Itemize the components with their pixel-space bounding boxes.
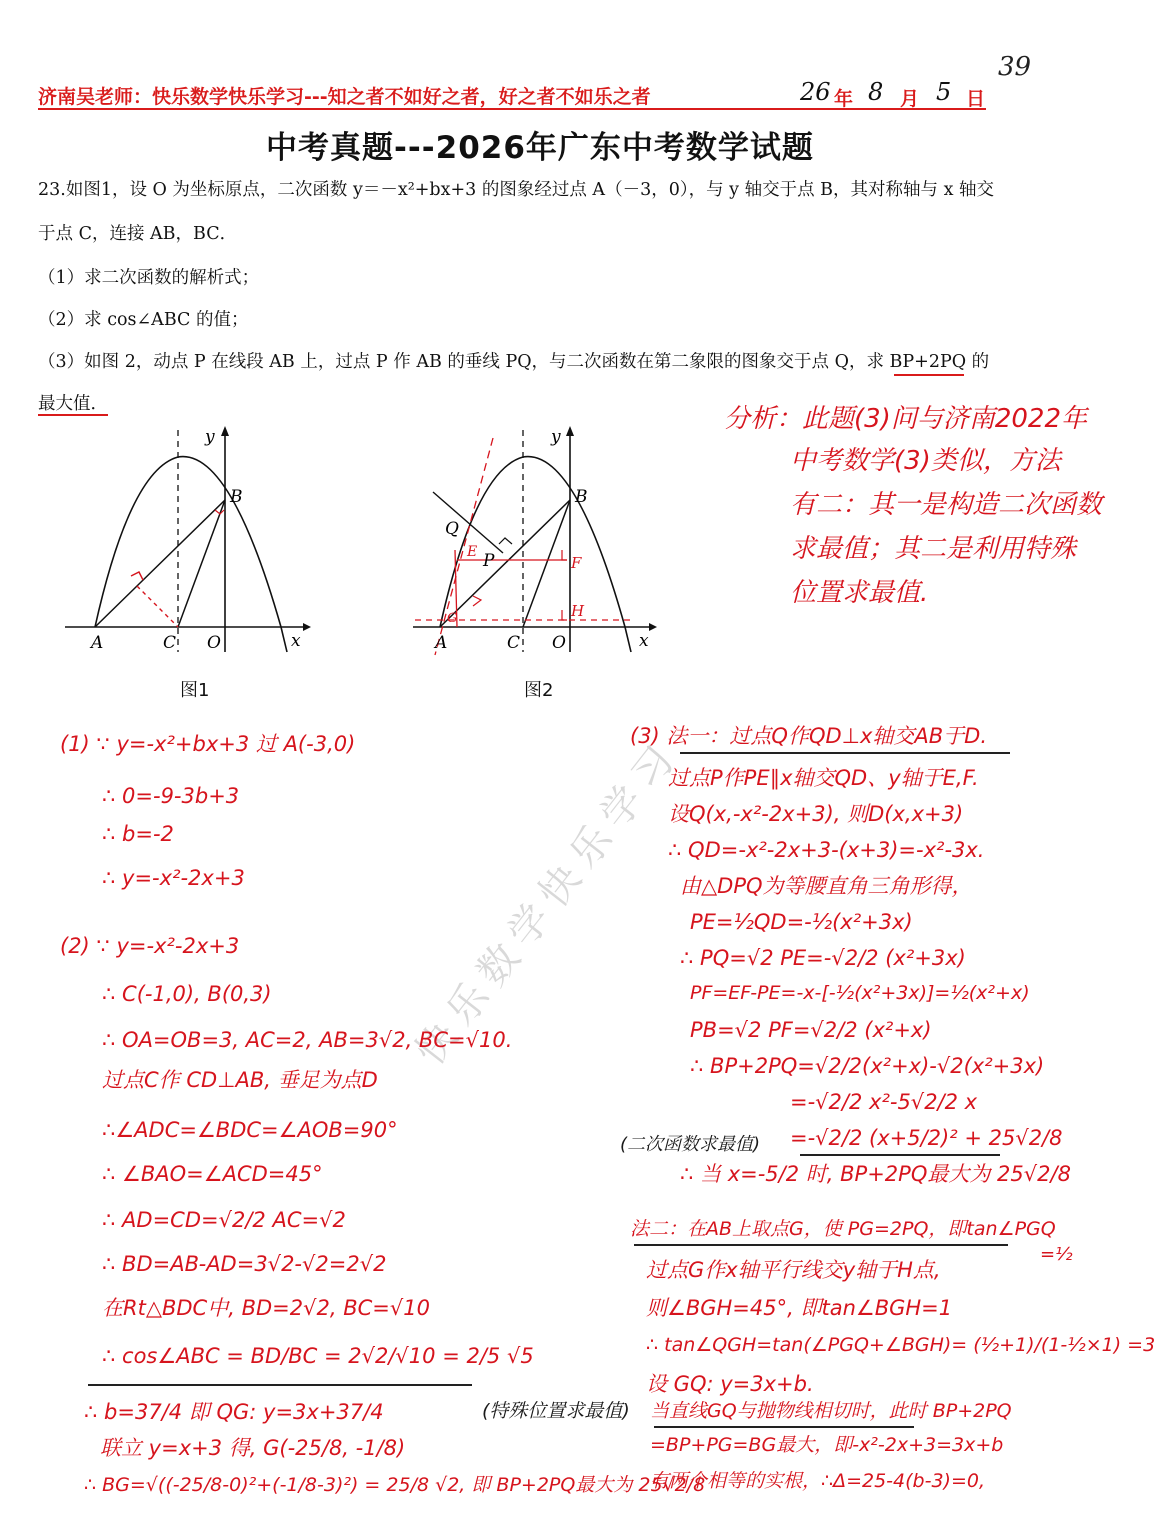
fig2-red-f-mark [562, 550, 567, 560]
fig2-label-g: G [447, 611, 458, 626]
fig2-label-o: O [552, 633, 566, 653]
sol-m1-line5: 由△DPQ为等腰直角三角形得， [680, 874, 973, 898]
sol-m1-underline2 [800, 1154, 1000, 1156]
sol-m2-line4: ∴ tan∠QGH=tan(∠PGQ+∠BGH)= (½+1)/(1-½×1) =3 [646, 1334, 1155, 1356]
sol-p2-line3: ∴ OA=OB=3, AC=2, AB=3√2, BC=√10. [102, 1028, 513, 1052]
sol-m1-tag: (二次函数求最值) [620, 1134, 761, 1155]
fig1-red-right-angle [131, 572, 143, 580]
analysis-line3: 有二：其一是构造二次函数 [790, 490, 1103, 520]
fig2-x-arrow [649, 623, 657, 631]
fig1-red-cd [137, 586, 178, 627]
fig1-label-x: x [291, 631, 301, 651]
sol-m1-line2: 过点P作PE∥x轴交QD、y轴于E,F. [668, 766, 979, 790]
sol-p1-line4: ∴ y=-x²-2x+3 [102, 866, 245, 890]
analysis-line5: 位置求最值. [790, 578, 929, 608]
date-year-unit: 年 [834, 88, 854, 110]
sol-p2-line9: 在Rt△BDC中, BD=2√2, BC=√10 [102, 1296, 430, 1320]
sol-p2-line6: ∴ ∠BAO=∠ACD=45° [102, 1162, 323, 1186]
fig2-label-b: B [575, 487, 588, 507]
divider-rule [88, 1384, 472, 1386]
sol-p2-line1: (2) ∵ y=-x²-2x+3 [60, 934, 240, 958]
fig2-label-y: y [551, 427, 561, 447]
sol-p2-line8: ∴ BD=AB-AD=3√2-√2=2√2 [102, 1252, 387, 1276]
fig1-parabola [95, 457, 287, 652]
fig2-red-angle-mark [473, 596, 481, 606]
fig2-label-p: P [483, 551, 495, 571]
sol-p2-line10: ∴ cos∠ABC = BD/BC = 2√2/√10 = 2/5 √5 [102, 1344, 534, 1368]
sol-p2-line4: 过点C作 CD⊥AB, 垂足为点D [102, 1068, 378, 1092]
date-month: 8 [868, 78, 884, 106]
problem-stem-line2: 于点 C，连接 AB，BC． [38, 224, 238, 244]
sol-p1-line1: (1) ∵ y=-x²+bx+3 过 A(-3,0) [60, 732, 356, 756]
sol-m1-line12: =-√2/2 (x+5/2)² + 25√2/8 [790, 1126, 1063, 1150]
sol-bottom-line1: ∴ b=37/4 即 QG: y=3x+37/4 [84, 1400, 384, 1424]
sol-m1-underline [680, 752, 1010, 754]
sol-bottom-line3: ∴ BG=√((-25/8-0)²+(-1/8-3)²) = 25/8 √2, 即 BP+2PQ最大为 25√2/8 [84, 1474, 706, 1496]
sol-m2-line1: 法二：在AB上取点G，使 PG=2PQ，即tan∠PGQ [630, 1218, 1056, 1240]
sol-m1-line8: PF=EF-PE=-x-[-½(x²+3x)]=½(x²+x) [690, 982, 1030, 1004]
sol-m1-line7: ∴ PQ=√2 PE=-√2/2 (x²+3x) [680, 946, 966, 970]
figure-2 [405, 420, 665, 660]
sol-m1-line9: PB=√2 PF=√2/2 (x²+x) [690, 1018, 932, 1042]
fig1-label-o: O [207, 633, 221, 653]
underline-bp2pq [894, 374, 964, 376]
sol-m1-line13: ∴ 当 x=-5/2 时, BP+2PQ最大为 25√2/8 [680, 1162, 1071, 1186]
sol-p2-line7: ∴ AD=CD=√2/2 AC=√2 [102, 1208, 346, 1232]
header-rule [38, 108, 986, 110]
sol-m2-line8: 有两个相等的实根，∴Δ=25-4(b-3)=0, [650, 1470, 986, 1492]
fig2-red-h-mark [562, 610, 567, 620]
problem-part1: （1）求二次函数的解析式； [38, 268, 260, 288]
sol-m2-line3: 则∠BGH=45°, 即tan∠BGH=1 [646, 1296, 953, 1320]
fig2-label-h: H [571, 602, 585, 620]
fig2-label-e: E [467, 544, 478, 560]
fig2-label-f: F [571, 554, 582, 572]
fig2-label-c: C [507, 633, 521, 653]
sol-m2-line7: =BP+PG=BG最大，即-x²-2x+3=3x+b [650, 1434, 1004, 1456]
fig1-label-a: A [91, 633, 104, 653]
figure-2-caption: 图2 [524, 680, 554, 701]
sol-m2-line6: 当直线GQ与抛物线相切时，此时 BP+2PQ [650, 1400, 1012, 1422]
date-day: 5 [936, 78, 952, 106]
problem-part3-line2: 最大值． [38, 394, 108, 414]
sol-bottom-line2: 联立 y=x+3 得, G(-25/8, -1/8) [100, 1436, 406, 1460]
fig1-label-b: B [230, 487, 243, 507]
page-title: 中考真题---2026年广东中考数学试题 [266, 130, 814, 166]
sol-m1-line11: =-√2/2 x²-5√2/2 x [790, 1090, 978, 1114]
fig2-label-x: x [639, 631, 649, 651]
fig2-label-a: A [435, 633, 448, 653]
sol-m1-line4: ∴ QD=-x²-2x+3-(x+3)=-x²-3x. [668, 838, 985, 862]
fig2-segment-ab [440, 500, 570, 627]
fig1-label-y: y [205, 427, 215, 447]
sol-m1-line10: ∴ BP+2PQ=√2/2(x²+x)-√2(x²+3x) [690, 1054, 1045, 1078]
sol-m2-line5: 设 GQ: y=3x+b. [646, 1372, 814, 1396]
fig1-x-arrow [303, 623, 311, 631]
sol-m2-line1b: =½ [1040, 1244, 1073, 1265]
date-month-unit: 月 [900, 88, 920, 110]
sol-p1-line2: ∴ 0=-9-3b+3 [102, 784, 240, 808]
watermark: 快乐数学快乐学习 [407, 730, 690, 1074]
page-number: 39 [998, 52, 1032, 82]
figure-1 [55, 420, 315, 660]
fig1-y-arrow [221, 426, 229, 436]
sol-m2-underline [634, 1244, 1008, 1246]
analysis-line1: 分析：此题(3)问与济南2022年 [724, 404, 1087, 434]
tag-special-position: (特殊位置求最值) [482, 1400, 630, 1422]
sol-p2-line2: ∴ C(-1,0), B(0,3) [102, 982, 272, 1006]
date-year: 26 [800, 78, 831, 106]
analysis-line2: 中考数学(3)类似，方法 [790, 446, 1061, 476]
date-day-unit: 日 [966, 88, 986, 110]
fig2-y-arrow [566, 426, 574, 436]
sol-m1-line1: (3) 法一：过点Q作QD⊥x轴交AB于D. [630, 724, 987, 748]
fig1-red-mark [215, 510, 224, 514]
figure-1-caption: 图1 [180, 680, 210, 701]
header-banner: 济南吴老师：快乐数学快乐学习---知之者不如好之者，好之者不如乐之者 [38, 86, 651, 108]
fig1-segment-bc [178, 500, 225, 627]
sol-m2-underline2 [654, 1426, 914, 1428]
sol-p2-line5: ∴∠ADC=∠BDC=∠AOB=90° [102, 1118, 398, 1142]
sol-m1-line6: PE=½QD=-½(x²+3x) [690, 910, 913, 934]
fig2-label-q: Q [445, 519, 459, 539]
fig1-segment-ab [95, 500, 225, 627]
analysis-line4: 求最值；其二是利用特殊 [790, 534, 1077, 564]
fig1-label-c: C [163, 633, 177, 653]
problem-part2: （2）求 cos∠ABC 的值； [38, 310, 249, 330]
sol-p1-line3: ∴ b=-2 [102, 822, 174, 846]
fig2-right-angle [499, 538, 512, 544]
sol-m1-line3: 设Q(x,-x²-2x+3), 则D(x,x+3) [668, 802, 964, 826]
sol-m2-line2: 过点G作x轴平行线交y轴于H点, [646, 1258, 941, 1282]
problem-part3-line1: （3）如图 2，动点 P 在线段 AB 上，过点 P 作 AB 的垂线 PQ，与二次函数在第二象限的图象交于点 Q，求 BP+2PQ 的 [38, 352, 990, 372]
fig2-segment-bc [523, 500, 570, 627]
problem-stem-line1: 23.如图1，设 O 为坐标原点，二次函数 y＝－x²+bx+3 的图象经过点 A（－3，0），与 y 轴交于点 B，其对称轴与 x 轴交 [38, 180, 995, 200]
